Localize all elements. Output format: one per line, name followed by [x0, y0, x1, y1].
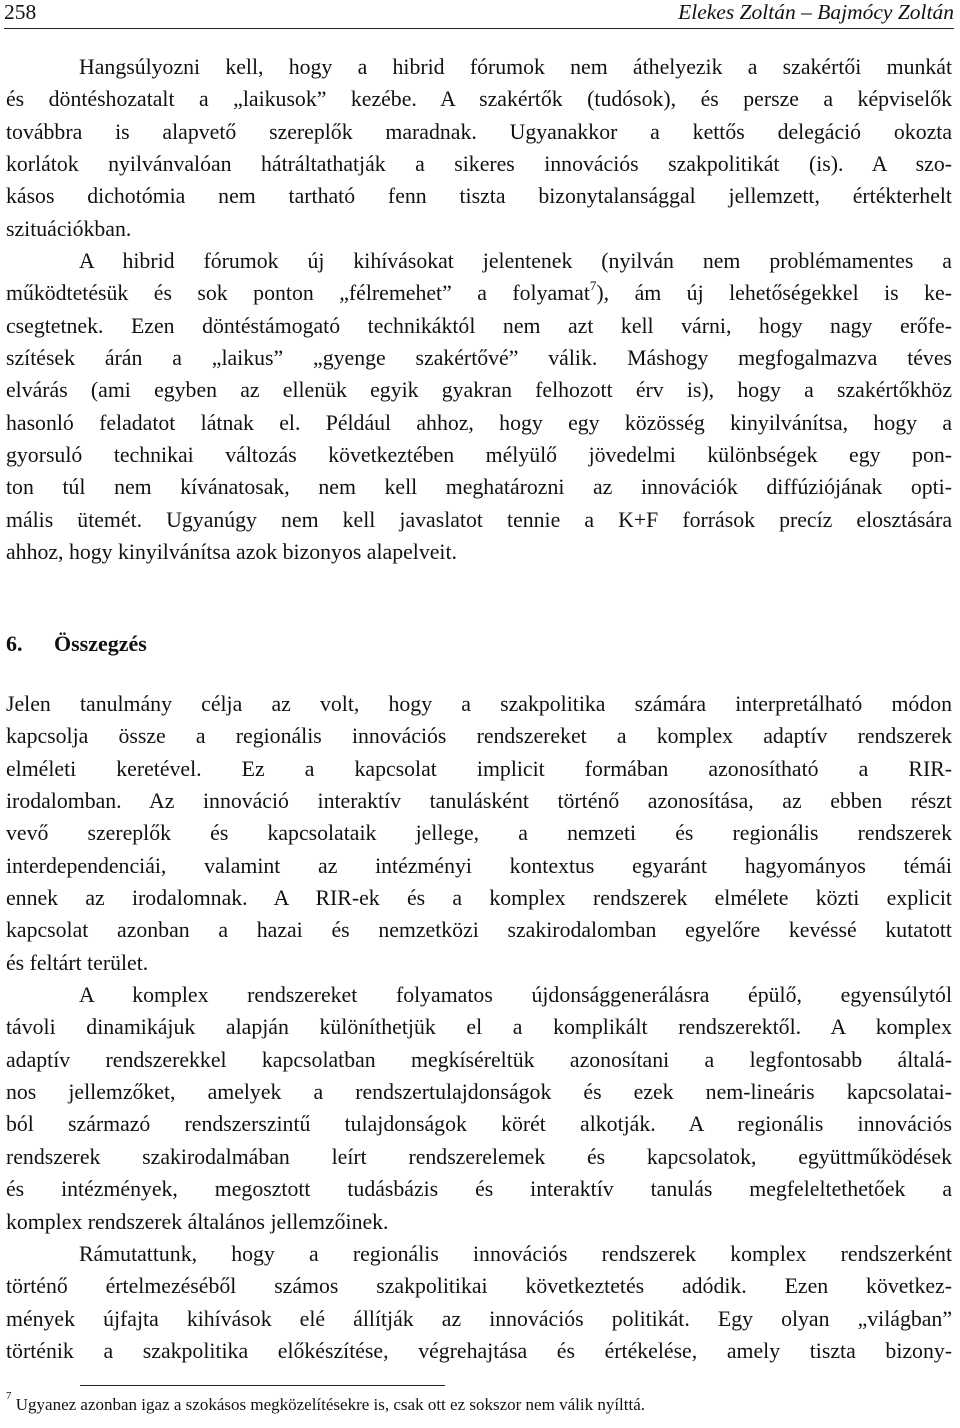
- text-line: történik a szakpolitika előkészítése, végrehajtása és értékelése, amely tiszta bizony-: [6, 1338, 952, 1363]
- text-line: ton túl nem kívánatosak, nem kell meghatározni az innovációk diffúziójának opti-: [6, 475, 952, 500]
- text-line: és döntéshozatalt a „laikusok” kezébe. A szakértők (tudósok), és persze a képviselők: [6, 87, 952, 112]
- text-line: csegtetnek. Ezen döntéstámogató technikáktól nem azt kell várni, hogy nagy erőfe-: [6, 313, 952, 338]
- footnote-text: Ugyanez azonban igaz a szokásos megközelítésekre is, csak ott ez sokszor nem válik nyílttá.: [15, 1395, 646, 1414]
- text-line: továbbra is alapvető szereplők maradnak. Ugyanakkor a kettős delegáció okozta: [6, 119, 952, 144]
- running-header-authors: Elekes Zoltán – Bajmócy Zoltán: [678, 0, 954, 24]
- text-line: ból származó rendszerszintű tulajdonságok körét alkotják. A regionális innovációs: [6, 1112, 952, 1137]
- text-line: szituációkban.: [6, 216, 132, 241]
- text-line: irodalomban. Az innováció interaktív tanulásként történő azonosítása, az ebben részt: [6, 789, 952, 814]
- footnote-separator: [80, 1385, 445, 1386]
- section-heading: [6, 628, 147, 660]
- footnote: [6, 1390, 646, 1416]
- footnote-marker: 7: [6, 1390, 12, 1403]
- text-line: Jelen tanulmány célja az volt, hogy a szakpolitika számára interpretálható módon: [6, 692, 952, 716]
- text-line: korlátok nyilvánvalóan hátráltathatják a sikeres innovációs szakpolitikát (is). A szo-: [6, 152, 952, 177]
- text-line: kapcsolat azonban a hazai és nemzetközi szakirodalomban egyelőre kevéssé kutatott: [6, 918, 952, 943]
- paragraph-hybrid-forums: [6, 51, 952, 569]
- text-line: interdependenciái, valamint az intézményi kontextus egyaránt hagyományos témái: [6, 853, 952, 878]
- page-number: 258: [4, 0, 37, 24]
- paragraph-summary: [6, 688, 952, 1367]
- text-line: ahhoz, hogy kinyilvánítsa azok bizonyos alapelveit.: [6, 540, 457, 565]
- text-line: elméleti keretével. Ez a kapcsolat implicit formában azonosítható a RIR-: [6, 756, 952, 781]
- text-line: komplex rendszerek általános jellemzőinek.: [6, 1209, 389, 1234]
- text-segment: ), ám új lehetőségekkel is ke-: [596, 281, 952, 306]
- text-line: elvárás (ami egyben az ellenük egyik gyakran felhozott érv is), hogy a szakértőkhöz: [6, 378, 952, 403]
- text-line: kásos dichotómia nem tartható fenn tiszta bizonytalansággal jellemzett, értékterhelt: [6, 184, 952, 209]
- section-title: Összegzés: [54, 631, 147, 656]
- text-line: vevő szereplők és kapcsolataik jellege, a nemzeti és regionális rendszerek: [6, 821, 952, 846]
- text-line: Rámutattunk, hogy a regionális innovációs rendszerek komplex rendszerként: [79, 1241, 952, 1266]
- text-line: A komplex rendszereket folyamatos újdonsággenerálásra épülő, egyensúlytól: [79, 983, 952, 1008]
- text-line: Hangsúlyozni kell, hogy a hibrid fórumok nem áthelyezik a szakértői munkát: [79, 55, 952, 79]
- text-line: nos jellemzőket, amelyek a rendszertulajdonságok és ezek nem-lineáris kapcsolatai-: [6, 1080, 952, 1105]
- footnote-reference[interactable]: 7: [589, 278, 597, 294]
- text-line: mények újfajta kihívások elé állítják az innovációs politikát. Egy olyan „világban”: [6, 1306, 952, 1331]
- text-line: ennek az irodalomnak. A RIR-ek és a komplex rendszerek elmélete közti explicit: [6, 886, 952, 911]
- text-segment: működtetésük és sok ponton „félremehet” a folyamat: [6, 281, 590, 306]
- text-line: történő értelmezéséből számos szakpolitikai következtetés adódik. Ezen következ-: [6, 1274, 952, 1299]
- section-number: 6.: [6, 631, 23, 656]
- text-line: adaptív rendszerekkel kapcsolatban megkíséreltük azonosítani a legfontosabb általá-: [6, 1047, 952, 1072]
- running-header: [4, 0, 954, 29]
- text-line: gyorsuló technikai változás következtében mélyülő jövedelmi különbségek egy pon-: [6, 443, 952, 468]
- text-line: kapcsolja össze a regionális innovációs rendszereket a komplex adaptív rendszerek: [6, 724, 952, 749]
- text-line: mális ütemét. Ugyanúgy nem kell javaslatot tennie a K+F források precíz elosztására: [6, 507, 952, 532]
- text-line: A hibrid fórumok új kihívásokat jelentenek (nyilván nem problémamentes a: [79, 249, 952, 274]
- text-line: és feltárt terület.: [6, 950, 149, 975]
- text-line: rendszerek szakirodalmában leírt rendszerelemek és kapcsolatok, együttműködések: [6, 1144, 952, 1169]
- text-line: szítések árán a „laikus” „gyenge szakértővé” válik. Máshogy megfogalmazva téves: [6, 346, 952, 371]
- text-line: távoli dinamikájuk alapján különíthetjük el a komplikált rendszerektől. A komplex: [6, 1015, 952, 1040]
- text-line: [6, 277, 952, 309]
- text-line: hasonló feladatot látnak el. Például ahhoz, hogy egy közösség kinyilvánítsa, hogy a: [6, 410, 952, 435]
- text-line: és intézmények, megosztott tudásbázis és interaktív tanulás megfeleltethetőek a: [6, 1177, 952, 1202]
